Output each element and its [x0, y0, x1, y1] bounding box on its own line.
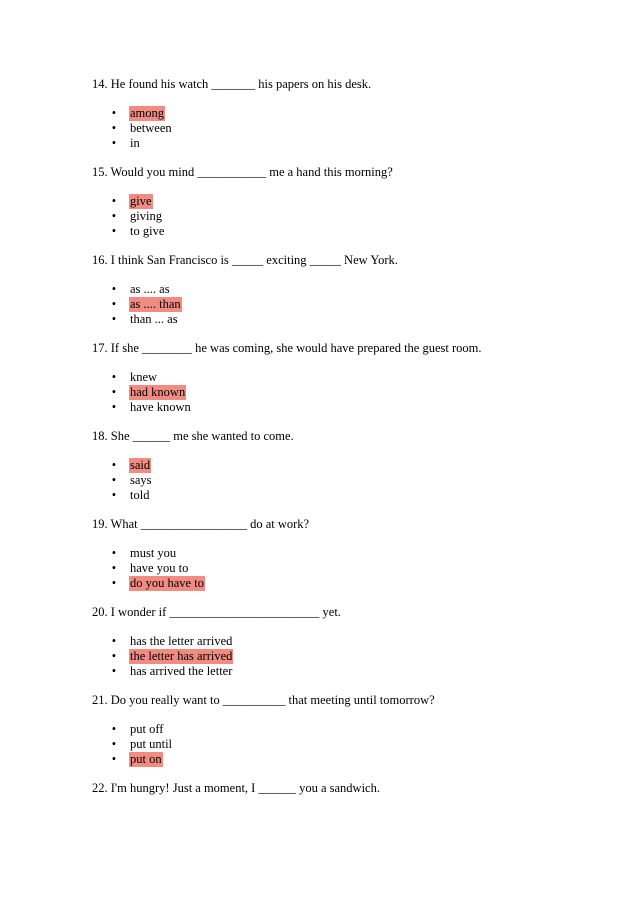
answer-option: [92, 282, 612, 297]
answer-text: put until: [130, 737, 173, 751]
bullet-icon: •: [111, 634, 117, 648]
answer-options: [92, 458, 612, 503]
answer-text: put off: [130, 722, 164, 736]
question-block: [92, 77, 612, 151]
answer-text: has the letter arrived: [130, 634, 233, 648]
bullet-icon: •: [111, 561, 117, 575]
answer-options: [92, 282, 612, 327]
bullet-icon: •: [111, 282, 117, 296]
question-block: [92, 517, 612, 591]
bullet-icon: •: [111, 385, 117, 399]
answer-text: between: [130, 121, 172, 135]
question-text: 17. If she ________ he was coming, she would have prepared the guest room.: [92, 341, 482, 355]
question-text: 19. What _________________ do at work?: [92, 517, 310, 531]
bullet-icon: •: [111, 458, 117, 472]
answer-options: [92, 546, 612, 591]
bullet-icon: •: [111, 488, 117, 502]
answer-text: as .... than: [130, 297, 181, 311]
question-text: 21. Do you really want to __________ that meeting until tomorrow?: [92, 693, 435, 707]
answer-text: must you: [130, 546, 177, 560]
bullet-icon: •: [111, 473, 117, 487]
answer-text: have you to: [130, 561, 189, 575]
bullet-icon: •: [111, 576, 117, 590]
question-block: [92, 693, 612, 767]
answer-option: [92, 136, 612, 151]
question-text: 22. I'm hungry! Just a moment, I ______ you a sandwich.: [92, 781, 380, 795]
answer-option: [92, 458, 612, 473]
answer-text: than ... as: [130, 312, 178, 326]
answer-option: [92, 634, 612, 649]
answer-text: knew: [130, 370, 158, 384]
answer-option: [92, 106, 612, 121]
answer-option: [92, 546, 612, 561]
answer-text: says: [130, 473, 152, 487]
answer-text: had known: [130, 385, 186, 399]
answer-option: [92, 576, 612, 591]
answer-options: [92, 722, 612, 767]
bullet-icon: •: [111, 649, 117, 663]
answer-option: [92, 561, 612, 576]
bullet-icon: •: [111, 370, 117, 384]
bullet-icon: •: [111, 194, 117, 208]
answer-option: [92, 722, 612, 737]
bullet-icon: •: [111, 106, 117, 120]
answer-options: [92, 370, 612, 415]
bullet-icon: •: [111, 664, 117, 678]
answer-text: said: [130, 458, 151, 472]
answer-option: [92, 385, 612, 400]
question-text: 16. I think San Francisco is _____ exciting _____ New York.: [92, 253, 398, 267]
answer-option: [92, 370, 612, 385]
bullet-icon: •: [111, 209, 117, 223]
bullet-icon: •: [111, 400, 117, 414]
question-text: 18. She ______ me she wanted to come.: [92, 429, 294, 443]
answer-text: told: [130, 488, 150, 502]
bullet-icon: •: [111, 297, 117, 311]
answer-text: have known: [130, 400, 191, 414]
answer-text: among: [130, 106, 165, 120]
answer-option: [92, 737, 612, 752]
answer-option: [92, 664, 612, 679]
bullet-icon: •: [111, 737, 117, 751]
answer-option: [92, 473, 612, 488]
answer-option: [92, 649, 612, 664]
answer-options: [92, 106, 612, 151]
bullet-icon: •: [111, 312, 117, 326]
question-text: 14. He found his watch _______ his papers on his desk.: [92, 77, 372, 91]
question-block: [92, 781, 612, 796]
question-block: [92, 165, 612, 239]
bullet-icon: •: [111, 546, 117, 560]
answer-option: [92, 121, 612, 136]
answer-option: [92, 400, 612, 415]
answer-text: to give: [130, 224, 165, 238]
answer-text: give: [130, 194, 152, 208]
answer-text: do you have to: [130, 576, 204, 590]
question-text: 15. Would you mind ___________ me a hand this morning?: [92, 165, 393, 179]
answer-option: [92, 488, 612, 503]
bullet-icon: •: [111, 121, 117, 135]
quiz-page: [92, 77, 612, 796]
answer-text: the letter has arrived: [130, 649, 233, 663]
answer-text: put on: [130, 752, 162, 766]
question-block: [92, 341, 612, 415]
answer-text: in: [130, 136, 140, 150]
answer-options: [92, 194, 612, 239]
bullet-icon: •: [111, 752, 117, 766]
bullet-icon: •: [111, 722, 117, 736]
answer-option: [92, 194, 612, 209]
answer-option: [92, 224, 612, 239]
answer-option: [92, 209, 612, 224]
answer-text: as .... as: [130, 282, 170, 296]
bullet-icon: •: [111, 136, 117, 150]
answer-option: [92, 312, 612, 327]
question-block: [92, 605, 612, 679]
question-block: [92, 253, 612, 327]
answer-option: [92, 297, 612, 312]
question-text: 20. I wonder if ________________________ yet.: [92, 605, 341, 619]
answer-text: giving: [130, 209, 162, 223]
bullet-icon: •: [111, 224, 117, 238]
answer-options: [92, 634, 612, 679]
question-block: [92, 429, 612, 503]
answer-option: [92, 752, 612, 767]
answer-text: has arrived the letter: [130, 664, 233, 678]
